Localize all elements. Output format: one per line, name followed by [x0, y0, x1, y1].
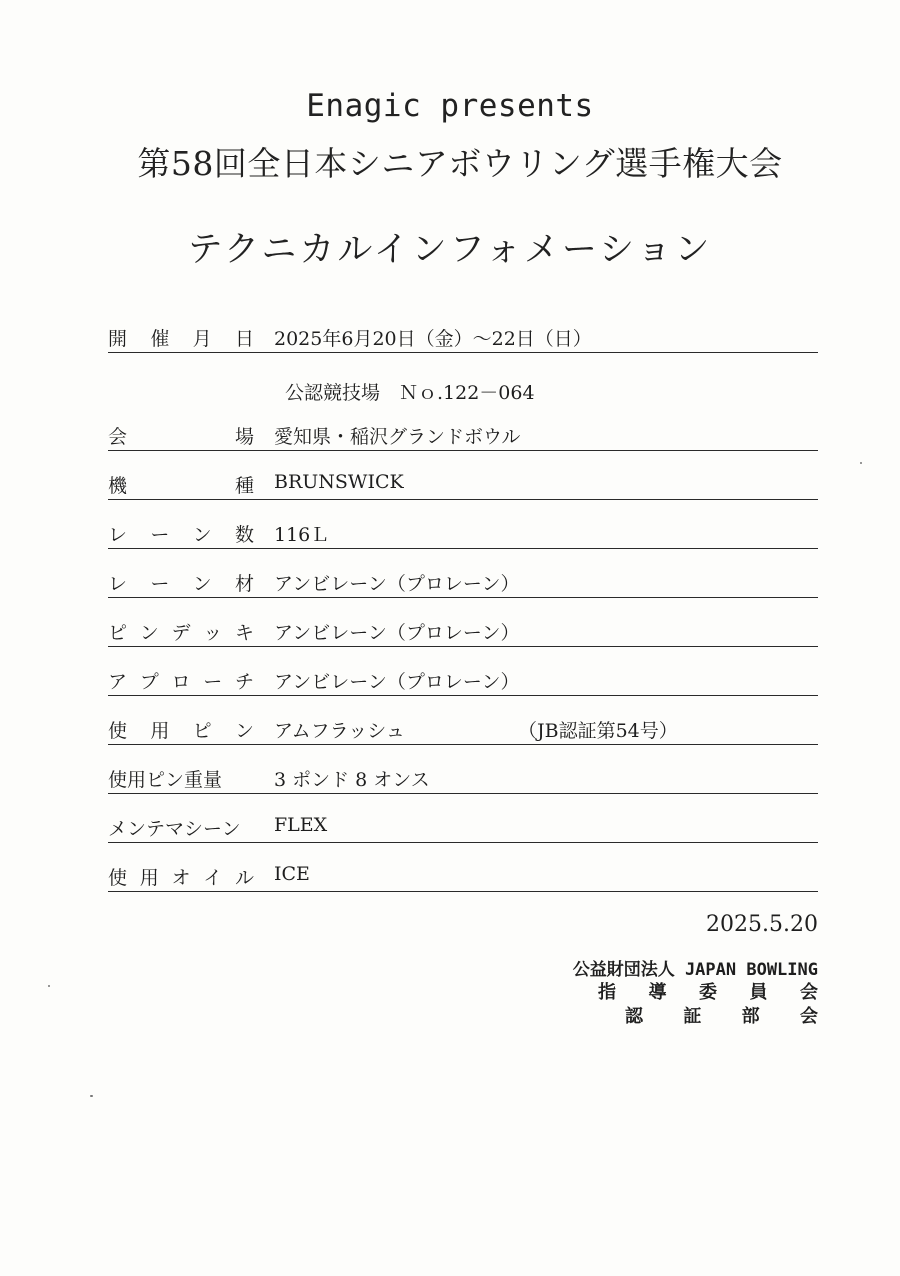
issue-date: 2025.5.20 [706, 912, 818, 937]
label-char: ン [192, 573, 212, 595]
value-pin-weight: 3 ポンド 8 オンス [274, 769, 430, 791]
value-lanes: 116Ｌ [274, 524, 330, 546]
value-lane-material: アンビレーン（プロレーン） [274, 573, 520, 595]
label-char: 数 [234, 524, 254, 546]
label-pin-weight [108, 765, 254, 792]
row-approach [108, 665, 818, 696]
row-machine [108, 469, 818, 500]
committee-name [598, 978, 818, 1004]
label-char: 日 [234, 328, 254, 350]
label-char: ン [234, 720, 254, 742]
scan-speck [48, 985, 50, 987]
scan-speck [860, 462, 862, 464]
value-dates: 2025年6月20日（金）～22日（日） [274, 328, 592, 350]
label-char: ア [108, 671, 128, 693]
label-char: 月 [192, 328, 212, 350]
subcommittee-char: 部 [741, 1006, 760, 1027]
label-pin-deck [108, 618, 254, 645]
value-pin-deck: アンビレーン（プロレーン） [274, 622, 520, 644]
scan-speck [90, 1095, 93, 1097]
document-title: テクニカルインフォメーション [187, 230, 713, 270]
label-char: 使 [108, 867, 128, 889]
label-char: ー [150, 573, 170, 595]
label-text: 使用ピン重量 [108, 769, 223, 791]
label-char: ー [203, 671, 223, 693]
value-machine: BRUNSWICK [274, 471, 404, 493]
value-pins: アムフラッシュ [274, 720, 405, 742]
label-char: 開 [108, 328, 128, 350]
label-machine [108, 471, 254, 498]
label-char: イ [203, 867, 223, 889]
committee-char: 指 [598, 982, 616, 1003]
label-char: 用 [150, 720, 170, 742]
label-approach [108, 667, 254, 694]
label-char: ッ [203, 622, 223, 644]
label-char: 用 [139, 867, 159, 889]
committee-char: 委 [699, 982, 717, 1003]
event-title: 第58回全日本シニアボウリング選手権大会 [137, 144, 783, 183]
label-lanes [108, 520, 254, 547]
label-dates [108, 324, 254, 351]
label-venue [108, 422, 254, 449]
pins-certification-note: （JB認証第54号） [518, 720, 678, 742]
committee-char: 導 [648, 982, 667, 1003]
label-char: オ [171, 867, 191, 889]
label-oil [108, 863, 254, 890]
row-oil [108, 861, 818, 892]
label-char: ロ [171, 671, 191, 693]
label-text: メンテマシーン [108, 818, 241, 840]
label-char: デ [171, 622, 191, 644]
label-char: ー [150, 524, 170, 546]
value-maintenance-machine: FLEX [274, 814, 328, 836]
label-char: プ [139, 671, 159, 693]
row-pin-weight [108, 763, 818, 794]
row-lane-material [108, 567, 818, 598]
label-char: 種 [234, 475, 254, 497]
label-char: 場 [234, 426, 254, 448]
presenter-line: Enagic presents [306, 88, 594, 124]
row-dates [108, 322, 818, 353]
label-pins [108, 716, 254, 743]
organization-name: 公益財団法人 JAPAN BOWLING [572, 960, 818, 980]
subcommittee-char: 認 [625, 1006, 643, 1027]
subcommittee-name [625, 1002, 818, 1028]
value-oil: ICE [274, 863, 310, 885]
label-char: ル [234, 867, 254, 889]
label-char: ピ [108, 622, 128, 644]
value-approach: アンビレーン（プロレーン） [274, 671, 520, 693]
label-char: ン [192, 524, 212, 546]
label-lane-material [108, 569, 254, 596]
subcommittee-char: 会 [799, 1006, 818, 1027]
label-maintenance-machine [108, 814, 254, 841]
subcommittee-char: 証 [683, 1006, 702, 1027]
row-pins [108, 714, 818, 745]
row-lanes [108, 518, 818, 549]
label-char: チ [234, 671, 254, 693]
value-venue: 愛知県・稲沢グランドボウル [274, 426, 521, 448]
label-char: 会 [108, 426, 128, 448]
committee-char: 会 [800, 982, 818, 1003]
certification-number: 公認競技場 Ｎｏ.122－064 [285, 382, 535, 404]
committee-char: 員 [749, 982, 768, 1003]
row-pin-deck [108, 616, 818, 647]
label-char: レ [108, 573, 128, 595]
label-char: 催 [150, 328, 170, 350]
row-venue [108, 420, 818, 451]
row-maintenance-machine [108, 812, 818, 843]
label-char: レ [108, 524, 128, 546]
label-char: ン [139, 622, 159, 644]
label-char: キ [234, 622, 254, 644]
label-char: 材 [234, 573, 254, 595]
label-char: 使 [108, 720, 128, 742]
label-char: ピ [192, 720, 212, 742]
label-char: 機 [108, 475, 128, 497]
